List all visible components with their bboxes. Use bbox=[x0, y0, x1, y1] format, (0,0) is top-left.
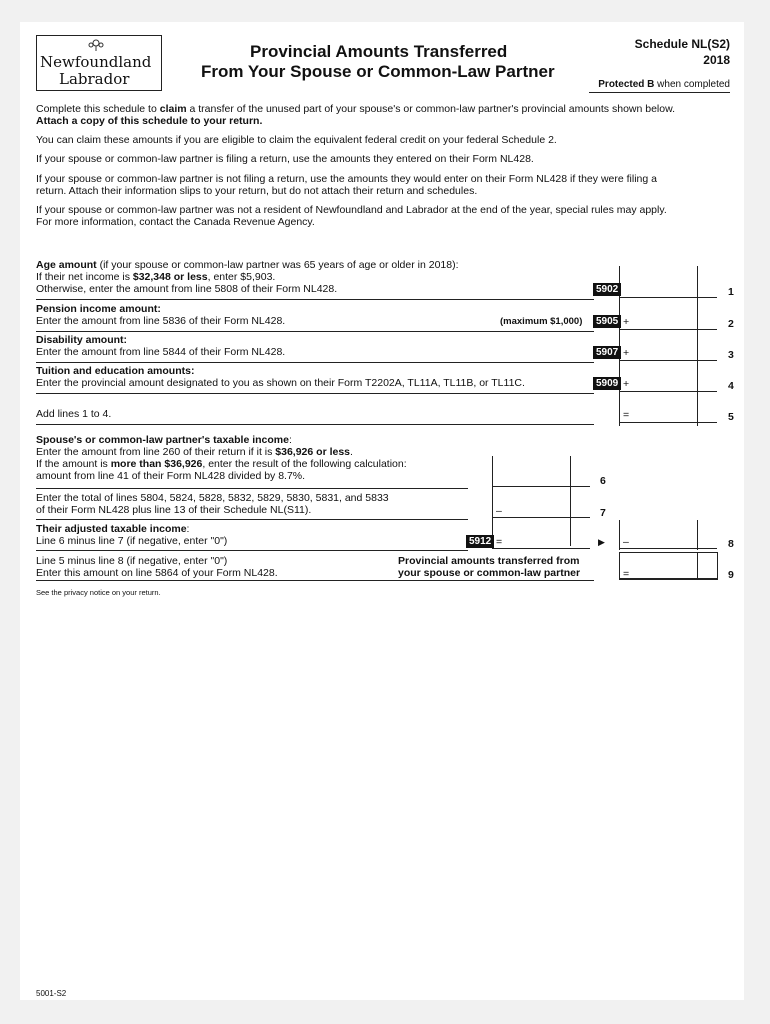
line7-desc-b: of their Form NL428 plus line 13 of their Schedule NL(S11). bbox=[36, 504, 312, 516]
line8-input[interactable] bbox=[619, 548, 717, 549]
line9-desc-b: Enter this amount on line 5864 of your Form NL428. bbox=[36, 567, 278, 579]
privacy-notice: See the privacy notice on your return. bbox=[36, 588, 161, 597]
line8-separator bbox=[36, 550, 468, 551]
line9-result-box[interactable] bbox=[619, 552, 718, 580]
line2-operator: + bbox=[623, 316, 630, 328]
intro-p1: Complete this schedule to claim a transfer of the unused part of your spouse's or common-law partner's provincial amounts shown below. bbox=[36, 103, 676, 115]
protected-label: Protected B bbox=[598, 79, 655, 90]
line8-equals: = bbox=[496, 536, 503, 548]
intro-p5-line1: If your spouse or common-law partner was not a resident of Newfoundland and Labrador at the end of the year, special rules may apply. bbox=[36, 204, 667, 216]
line5-input[interactable] bbox=[619, 422, 717, 423]
line2-input[interactable] bbox=[619, 329, 717, 330]
intro-p3: If your spouse or common-law partner is filing a return, use the amounts they entered on their Form NL428. bbox=[36, 153, 534, 165]
line4-title: Tuition and education amounts: bbox=[36, 365, 195, 377]
line1-condition: If their net income is $32,348 or less, enter $5,903. bbox=[36, 271, 276, 283]
line2-separator bbox=[36, 331, 594, 332]
line5-operator: = bbox=[623, 409, 630, 421]
line9-column-cents bbox=[697, 552, 698, 580]
line6-condition-b: If the amount is more than $36,926, enter the result of the following calculation: bbox=[36, 458, 407, 470]
line3-operator: + bbox=[623, 347, 630, 359]
form-id: 5001-S2 bbox=[36, 989, 67, 998]
line4-operator: + bbox=[623, 378, 630, 390]
line6-column-cents bbox=[570, 456, 571, 546]
schedule-id: Schedule NL(S2) bbox=[634, 37, 730, 51]
pitcher-plant-icon bbox=[85, 38, 107, 52]
line3-title: Disability amount: bbox=[36, 334, 128, 346]
line5-desc: Add lines 1 to 4. bbox=[36, 408, 112, 420]
line4-desc: Enter the provincial amount designated to you as shown on their Form T2202A, TL11A, TL11B, or TL11C. bbox=[36, 377, 525, 389]
header-rule bbox=[589, 92, 730, 93]
line9-separator bbox=[36, 580, 594, 581]
line7-number: 7 bbox=[600, 507, 606, 519]
line1-separator bbox=[36, 299, 594, 300]
intro-p4-line1: If your spouse or common-law partner is not filing a return, use the amounts they would enter on their Form NL428 if they were filing a bbox=[36, 173, 657, 185]
form-page bbox=[20, 22, 744, 1000]
province-logo bbox=[36, 35, 162, 91]
logo-word-labrador: Labrador bbox=[59, 70, 130, 88]
line9-desc-a: Line 5 minus line 8 (if negative, enter "0") bbox=[36, 555, 228, 567]
line7-input[interactable] bbox=[492, 517, 590, 518]
line2-title: Pension income amount: bbox=[36, 303, 161, 315]
title-line-2: From Your Spouse or Common-Law Partner bbox=[201, 62, 555, 81]
intro-p4-line2: return. Attach their information slips to your return, but do not attach their return and schedules. bbox=[36, 185, 478, 197]
line8-operator: – bbox=[623, 536, 629, 548]
line3-separator bbox=[36, 362, 594, 363]
line3-desc: Enter the amount from line 5844 of their Form NL428. bbox=[36, 346, 286, 358]
line9-operator: = bbox=[623, 568, 630, 580]
intro-p5-line2: For more information, contact the Canada Revenue Agency. bbox=[36, 216, 315, 228]
protected-suffix: when completed bbox=[657, 79, 730, 90]
line9-label-2: your spouse or common-law partner bbox=[398, 567, 581, 579]
line8-column-left bbox=[619, 520, 620, 550]
line5-separator bbox=[36, 424, 594, 425]
line6-column-left bbox=[492, 456, 493, 546]
line5-number: 5 bbox=[728, 411, 734, 423]
line1-title: Age amount (if your spouse or common-law partner was 65 years of age or older in 2018): bbox=[36, 259, 459, 271]
line7-operator: – bbox=[496, 505, 502, 517]
line4-code: 5909 bbox=[593, 377, 621, 390]
logo-word-newfoundland: Newfoundland bbox=[40, 53, 152, 71]
line3-number: 3 bbox=[728, 349, 734, 361]
line3-input[interactable] bbox=[619, 360, 717, 361]
line8-arrow-icon: ▶ bbox=[598, 537, 605, 547]
line6-condition-a: Enter the amount from line 260 of their return if it is $36,926 or less. bbox=[36, 446, 353, 458]
line2-code: 5905 bbox=[593, 315, 621, 328]
line9-label-1: Provincial amounts transferred from bbox=[398, 555, 580, 567]
title-line-1: Provincial Amounts Transferred bbox=[250, 42, 508, 61]
line6-calculation: amount from line 41 of their Form NL428 divided by 8.7%. bbox=[36, 470, 306, 482]
intro-p2: You can claim these amounts if you are eligible to claim the equivalent federal credit on your federal Schedule 2. bbox=[36, 134, 557, 146]
line9-number: 9 bbox=[728, 569, 734, 581]
line1-number: 1 bbox=[728, 286, 734, 298]
line8-number: 8 bbox=[728, 538, 734, 550]
protected-notice bbox=[598, 79, 730, 90]
line2-desc: Enter the amount from line 5836 of their Form NL428. bbox=[36, 315, 286, 327]
line8-left-input[interactable] bbox=[492, 548, 590, 549]
line4-input[interactable] bbox=[619, 391, 717, 392]
line2-maximum: (maximum $1,000) bbox=[500, 316, 583, 327]
line7-desc-a: Enter the total of lines 5804, 5824, 5828, 5832, 5829, 5830, 5831, and 5833 bbox=[36, 492, 389, 504]
line7-separator bbox=[36, 519, 468, 520]
line1-input[interactable] bbox=[619, 297, 717, 298]
line6-number: 6 bbox=[600, 475, 606, 487]
line4-separator bbox=[36, 393, 594, 394]
line3-code: 5907 bbox=[593, 346, 621, 359]
schedule-year: 2018 bbox=[703, 53, 730, 67]
intro-attach: Attach a copy of this schedule to your return. bbox=[36, 115, 263, 127]
line1-otherwise: Otherwise, enter the amount from line 5808 of their Form NL428. bbox=[36, 283, 338, 295]
amount-column-cents bbox=[697, 266, 698, 426]
line6-separator bbox=[36, 488, 468, 489]
line2-number: 2 bbox=[728, 318, 734, 330]
line8-column-cents bbox=[697, 520, 698, 550]
line8-title: Their adjusted taxable income: bbox=[36, 523, 190, 535]
line4-number: 4 bbox=[728, 380, 734, 392]
line8-code: 5912 bbox=[466, 535, 494, 548]
line8-desc: Line 6 minus line 7 (if negative, enter "0") bbox=[36, 535, 228, 547]
line1-code: 5902 bbox=[593, 283, 621, 296]
line6-input[interactable] bbox=[492, 486, 590, 487]
line6-title: Spouse's or common-law partner's taxable income: bbox=[36, 434, 292, 446]
